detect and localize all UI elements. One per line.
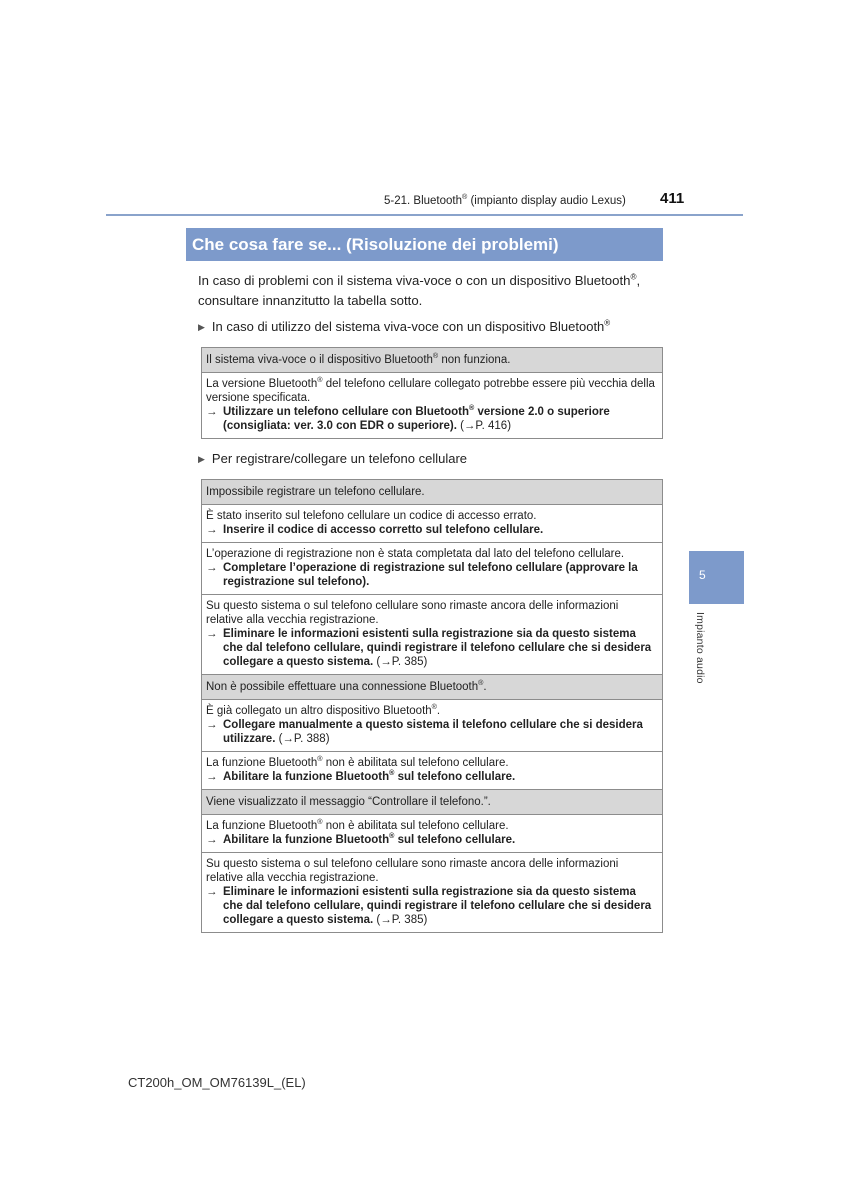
page-reference: (→P. 416): [456, 420, 512, 432]
table-header-row: Viene visualizzato il messaggio “Controllare il telefono.”.: [202, 790, 663, 815]
cause-text: È stato inserito sul telefono cellulare un codice di accesso errato.: [206, 510, 537, 522]
table-row: [202, 595, 663, 675]
page-reference: (→P. 388): [275, 733, 330, 745]
chapter-tab: [689, 551, 744, 604]
section-title: Che cosa fare se... (Risoluzione dei problemi): [186, 228, 663, 261]
action-text: → Utilizzare un telefono cellulare con Bluetooth® versione 2.0 o superiore (consigliata: ver. 3.0 con EDR o superiore). (→P. 416): [206, 404, 610, 432]
cause-text: Su questo sistema o sul telefono cellulare sono rimaste ancora delle informazioni relative alla vecchia registrazione.: [206, 858, 619, 884]
troubleshooting-table-register: [201, 479, 663, 933]
action-text: → Abilitare la funzione Bluetooth® sul telefono cellulare.: [206, 769, 516, 783]
cause-text: È già collegato un altro dispositivo Bluetooth®.: [206, 703, 441, 717]
action-text: → Collegare manualmente a questo sistema il telefono cellulare che si desidera utilizzare. (→P. 388): [206, 719, 643, 745]
action-text: → Eliminare le informazioni esistenti sulla registrazione sia da questo sistema che dal telefono cellulare, quindi registrare il telefono cellulare che si desidera collegare a questo sistema. (→P. 385): [206, 886, 652, 926]
arrow-icon: →: [206, 628, 218, 640]
chapter-side-label: Impianto audio: [694, 612, 706, 684]
page-reference: (→P. 385): [373, 914, 428, 926]
cause-text: L’operazione di registrazione non è stata completata dal lato del telefono cellulare.: [206, 548, 625, 560]
table-header-row: Non è possibile effettuare una connessione Bluetooth®.: [202, 675, 663, 700]
cause-text: Su questo sistema o sul telefono cellulare sono rimaste ancora delle informazioni relative alla vecchia registrazione.: [206, 600, 619, 626]
chapter-number: 5: [699, 568, 706, 582]
cause-text: La funzione Bluetooth® non è abilitata sul telefono cellulare.: [206, 755, 509, 769]
action-text: → Inserire il codice di accesso corretto sul telefono cellulare.: [206, 524, 544, 536]
action-text: → Eliminare le informazioni esistenti sulla registrazione sia da questo sistema che dal telefono cellulare, quindi registrare il telefono cellulare che si desidera collegare a questo sistema. (→P. 385): [206, 628, 652, 668]
cause-text: La funzione Bluetooth® non è abilitata sul telefono cellulare.: [206, 818, 509, 832]
arrow-icon: →: [206, 834, 218, 846]
action-text: → Abilitare la funzione Bluetooth® sul telefono cellulare.: [206, 832, 516, 846]
arrow-icon: →: [206, 562, 218, 574]
arrow-icon: →: [206, 886, 218, 898]
table-row: [202, 752, 663, 790]
arrow-icon: →: [206, 524, 218, 536]
table-header-row: Impossibile registrare un telefono cellulare.: [202, 480, 663, 505]
arrow-icon: →: [206, 406, 218, 418]
table-row: [202, 543, 663, 595]
table-row: [202, 373, 663, 439]
footer-doc-code: CT200h_OM_OM76139L_(EL): [128, 1075, 306, 1090]
table-row: [202, 700, 663, 752]
header-rule: [106, 214, 743, 216]
subsection-heading-register: ▶ Per registrare/collegare un telefono cellulare: [198, 451, 468, 466]
arrow-icon: →: [206, 771, 218, 783]
page-reference: (→P. 385): [373, 656, 428, 668]
arrow-icon: →: [206, 719, 218, 731]
triangle-bullet-icon: ▶: [198, 454, 205, 464]
cause-text: La versione Bluetooth® del telefono cellulare collegato potrebbe essere più vecchia della versione specificata.: [206, 376, 655, 404]
table-row: [202, 505, 663, 543]
intro-paragraph: In caso di problemi con il sistema viva-voce o con un dispositivo Bluetooth®, consultare innanzitutto la tabella sotto.: [198, 272, 641, 308]
triangle-bullet-icon: ▶: [198, 322, 205, 332]
table-row: [202, 815, 663, 853]
running-head: 5-21. Bluetooth® (impianto display audio Lexus): [384, 193, 626, 207]
subsection-heading-handsfree: ▶ In caso di utilizzo del sistema viva-voce con un dispositivo Bluetooth®: [198, 318, 611, 334]
table-row: [202, 853, 663, 933]
troubleshooting-table-handsfree: [201, 347, 663, 439]
action-text: → Completare l’operazione di registrazione sul telefono cellulare (approvare la registrazione sul telefono).: [206, 562, 638, 588]
page-number: 411: [660, 190, 685, 207]
table-header-row: Il sistema viva-voce o il dispositivo Bluetooth® non funziona.: [202, 348, 663, 373]
